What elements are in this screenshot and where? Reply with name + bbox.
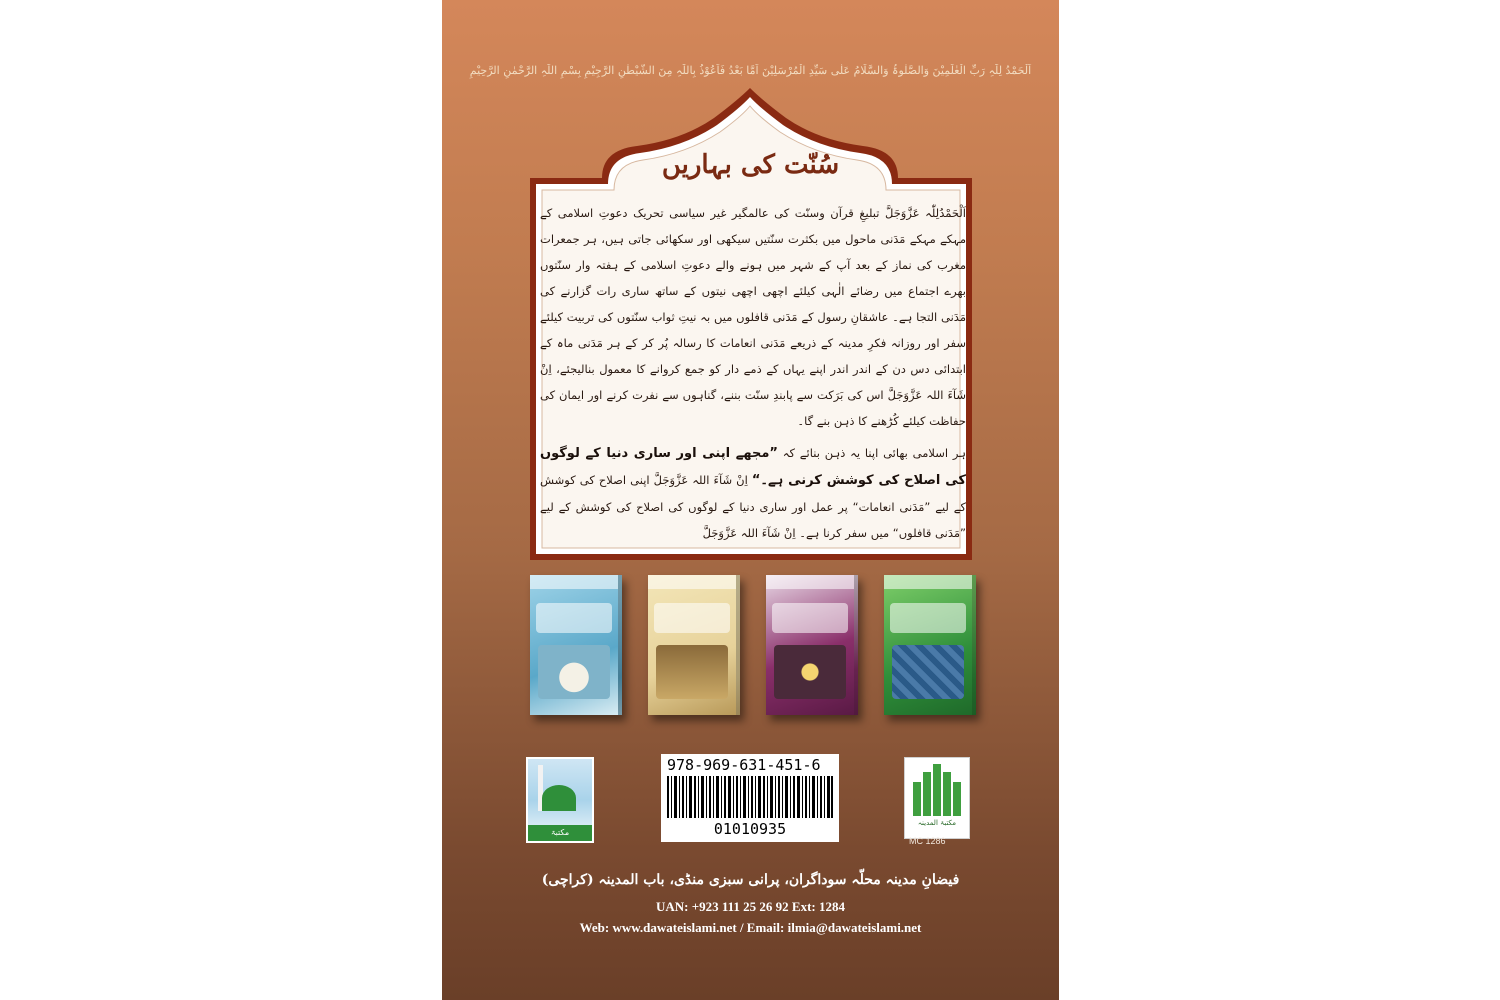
bismillah-header: اَلْحَمْدُ لِلّٰہِ رَبِّ الْعٰلَمِیْنَ وَالصَّلٰوۃُ وَالسَّلَامُ عَلٰی سَیِّدِ الْمُرْسَلِیْنَ اَمَّا بَعْدُ فَاَعُوْذُ بِاللّٰہِ مِنَ الشَّیْطٰنِ الرَّجِیْمِ بِسْمِ اللّٰہِ الرَّحْمٰنِ الرَّحِیْمِ xyxy=(469,64,1032,77)
paragraph-2-emphasis: ”مجھے اپنی اور ساری دنیا کے لوگوں کی اصلاح کی کوشش کرنی ہے۔“ xyxy=(540,446,966,488)
barcode-number: 01010935 xyxy=(713,820,787,838)
book-covers-row xyxy=(530,575,970,735)
back-cover xyxy=(442,0,1059,1000)
panel-body xyxy=(540,200,966,548)
panel-paragraph-2 xyxy=(540,440,966,546)
panel-paragraph-1: اَلْحَمْدُلِلّٰہ عَزَّوَجَلَّ تبلیغِ قرآن وسنّت کی عالمگیر غیر سیاسی تحریک دعوتِ اسلامی کے مہکے مہکے مَدَنی ماحول میں بکثرت سنّتیں سیکھی اور سکھائی جاتی ہیں، ہر جمعرات مغرب کی نماز کے بعد آپ کے شہر میں ہونے والے دعوتِ اسلامی کے ہفتہ وار سنّتوں بھرے اجتماع میں رضائے الٰہی کیلئے اچھی اچھی نیتوں کے ساتھ ساری رات گزارنے کی مَدَنی التجا ہے۔ عاشقانِ رسول کے مَدَنی قافلوں میں بہ نیتِ ثواب سنّتوں کی تربیت کیلئے سفر اور روزانہ فکرِ مدینہ کے ذریعے مَدَنی انعامات کا رسالہ پُر کر کے ہر مَدَنی ماہ کے ابتدائی دس دن کے اندر اندر اپنے یہاں کے ذمے دار کو جمع کروانے کا معمول بنالیجئے، اِنْ شَآءَ اللہ عَزَّوَجَلَّ اس کی بَرَکت سے پابندِ سنّت بننے، گناہوں سے نفرت کرنے اور ایمان کی حفاظت کیلئے کُڑھنے کا ذہن بنے گا۔ xyxy=(540,206,966,428)
web-email-line: Web: www.dawateislami.net / Email: ilmia@dawateislami.net xyxy=(579,920,922,935)
barcode-bars xyxy=(667,776,833,818)
green-dome-logo: مکتبۃ xyxy=(526,757,594,843)
uan-line: UAN: +923 111 25 26 92 Ext: 1284 xyxy=(655,899,846,914)
book-cover-2 xyxy=(648,575,740,715)
book-cover-4 xyxy=(884,575,976,715)
book-cover-3 xyxy=(766,575,858,715)
panel-title: سُنّت کی بہاریں xyxy=(661,150,840,180)
book-cover-1 xyxy=(530,575,622,715)
address-urdu: فیضانِ مدینہ محلّہ سوداگران، پرانی سبزی منڈی، باب المدینہ (کراچی) xyxy=(541,872,960,888)
isbn-number: 978-969-631-451-6 xyxy=(667,756,821,774)
mc-code: MC 1286 xyxy=(909,836,946,846)
paragraph-2-intro: ہر اسلامی بھائی اپنا یہ ذہن بنائے کہ xyxy=(782,446,966,460)
paragraph-2-rest: اِنْ شَآءَ اللہ عَزَّوَجَلَّ اپنی اصلاح کی کوشش کے لیے ”مَدَنی انعامات“ پر عمل اور ساری دنیا کے لوگوں کی اصلاح کی کوشش کے لیے ”مَدَنی قافلوں“ میں سفر کرنا ہے۔ اِنْ شَآءَ اللہ عَزَّوَجَلَّ xyxy=(540,473,966,540)
isbn-barcode xyxy=(661,754,839,842)
maktaba-logo: مکتبۃ المدینہ xyxy=(904,757,970,839)
